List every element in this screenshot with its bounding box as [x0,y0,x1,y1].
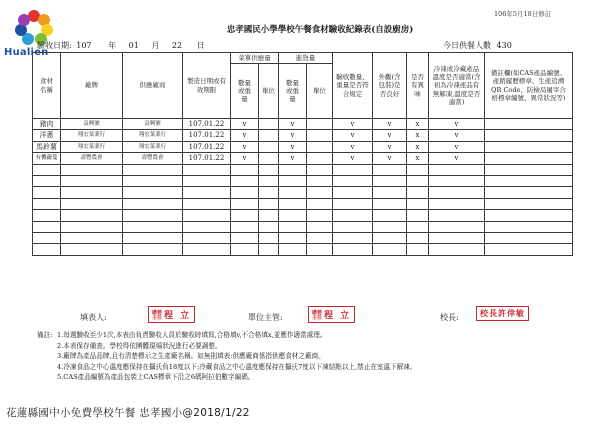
empty-row [33,244,573,255]
empty-row [33,175,573,186]
table-row [33,153,573,164]
filler-stamp [148,306,195,323]
cell-menu-qty: v [231,130,259,141]
header-ingredient: 食材名稱 [33,53,61,119]
cell-in-unit [307,141,333,152]
cell-in-qty: v [279,130,307,141]
note-item: 4.冷凍食品之中心溫度應保持在攝氏負18度以下;冷藏食品之中心溫度應保持在攝氏7度以下凍結點以上,禁止在室溫下解凍。 [57,362,417,371]
logo-text: Hualien [4,47,49,58]
header-temp-check: 冷凍或冷藏產品溫度是否適當(含初為冷凍產品有無解凍,溫度是否適當) [429,53,485,119]
cell-brand: 壽豐農會 [61,153,123,164]
cell-odor: x [407,119,429,130]
cell-brand: 益興號 [61,119,123,130]
header-menu-qty: 數量或重量 [231,64,259,119]
header-supplier-qty: 菜單供應量 [231,53,279,64]
filler-label: 填表人: [80,313,107,322]
cell-date: 107.01.22 [183,153,231,164]
cell-remarks [485,153,573,164]
principal-label: 校長: [440,313,459,322]
note-item: 1.每週驗收至少1次,本表由負責驗收人員於驗收時填寫,合格填v,不合格填x,並應作適當處理。 [57,331,327,339]
cell-in-unit [307,153,333,164]
header-arrival-qty: 進貨量 [279,53,333,64]
note-item: 3.廠牌為產品品牌,且有清楚標示之生產廠名稱。如無則填表:供應廠商係指供應食材之廠商。 [57,352,325,361]
cell-menu-qty: v [231,119,259,130]
cell-in-qty: v [279,141,307,152]
empty-row [33,164,573,175]
cell-date: 107.01.22 [183,119,231,130]
form-title: 忠孝國民小學學校午餐食材驗收紀錄表(自設廚房) [226,25,414,35]
note-item: 5.CAS產品編號為產品包裝上CAS標章下沿之6碼阿拉伯數字編碼。 [57,373,255,382]
supervisor-stamp-tag: 總務主任 [312,309,323,321]
filler-stamp-name: 程 立 [164,311,192,321]
cell-remarks [485,130,573,141]
header-appearance: 外觀(含包裝)是否良好 [373,53,407,119]
empty-row [33,198,573,209]
cell-in-unit [307,130,333,141]
cell-temp: v [429,141,485,152]
header-check-qty: 驗收數量、重量是否符合規定 [333,53,373,119]
date-month-unit: 月 [151,41,160,50]
cell-supplier: 益興號 [123,119,183,130]
date-year: 107 [76,41,92,50]
header-in-unit: 單位 [307,64,333,119]
cell-remarks [485,141,573,152]
cell-supplier: 壽豐農會 [123,153,183,164]
date-label: 驗收日期: [37,41,72,50]
date-day-unit: 日 [196,41,205,50]
cell-remarks [485,119,573,130]
cell-temp: v [429,119,485,130]
cell-brand: 翔宏菜業行 [61,130,123,141]
header-remarks: 備註欄(如CAS產品編號、產銷履歷標章、生產追溯QR Code、防檢局屠宰合格標章編號、異常狀況等) [485,53,573,119]
cell-supplier: 翔宏菜業行 [123,141,183,152]
cell-in-qty: v [279,153,307,164]
cell-date: 107.01.22 [183,130,231,141]
supervisor-label: 單位主管: [248,313,283,322]
cell-menu-unit [259,119,279,130]
cell-supplier: 翔宏菜業行 [123,130,183,141]
cell-temp: v [429,130,485,141]
header-in-qty: 數量或重量 [279,64,307,119]
cell-ingredient: 豬肉 [33,119,61,130]
cell-appearance: v [373,130,407,141]
photo-caption: 花蓮縣國中小免費學校午餐 忠孝國小@2018/1/22 [6,407,250,419]
cell-menu-unit [259,141,279,152]
date-year-unit: 年 [108,41,117,50]
table-row [33,141,573,152]
cell-menu-unit [259,153,279,164]
cell-appearance: v [373,153,407,164]
cell-in-qty: v [279,119,307,130]
header-brand: 廠牌 [61,53,123,119]
table-row [33,119,573,130]
cell-menu-qty: v [231,153,259,164]
cell-menu-qty: v [231,141,259,152]
cell-appearance: v [373,141,407,152]
revision-date: 106年5月18日修訂 [494,10,552,18]
header-menu-unit: 單位 [259,64,279,119]
cell-date: 107.01.22 [183,141,231,152]
supervisor-stamp-name: 程 立 [324,311,352,321]
cell-check: v [333,141,373,152]
inspection-table [32,52,573,256]
date-month: 01 [128,41,139,50]
inspection-date [37,40,205,51]
empty-row [33,232,573,243]
cell-ingredient: 有機蘿蔓 [33,153,61,164]
cell-odor: x [407,130,429,141]
cell-appearance: v [373,119,407,130]
table-row [33,130,573,141]
cell-menu-unit [259,130,279,141]
cell-temp: v [429,153,485,164]
supply-label: 今日供餐人數 [443,41,491,50]
empty-row [33,187,573,198]
cell-brand: 翔宏菜業行 [61,141,123,152]
cell-odor: x [407,141,429,152]
supply-value: 430 [496,41,512,50]
header-mfg-date: 製造日期或有效期限 [183,53,231,119]
note-item: 2.本表保存備查。學校得依團體現場狀況進行必要調整。 [57,341,222,350]
filler-stamp-tag: 總務主任 [152,309,163,321]
cell-in-unit [307,119,333,130]
principal-stamp: 校長許倖敏 [476,306,529,321]
cell-ingredient: 洋蔥 [33,130,61,141]
cell-odor: x [407,153,429,164]
supervisor-stamp [308,306,355,323]
cell-check: v [333,130,373,141]
header-supplier: 供應廠商 [123,53,183,119]
empty-row [33,210,573,221]
notes-label: 備註: [37,331,53,339]
date-day: 22 [171,41,183,50]
notes-section [37,330,577,383]
header-odor: 是否有異味 [407,53,429,119]
supply-count [443,40,512,51]
empty-row [33,221,573,232]
cell-check: v [333,119,373,130]
cell-ingredient: 馬鈴薯 [33,141,61,152]
cell-check: v [333,153,373,164]
